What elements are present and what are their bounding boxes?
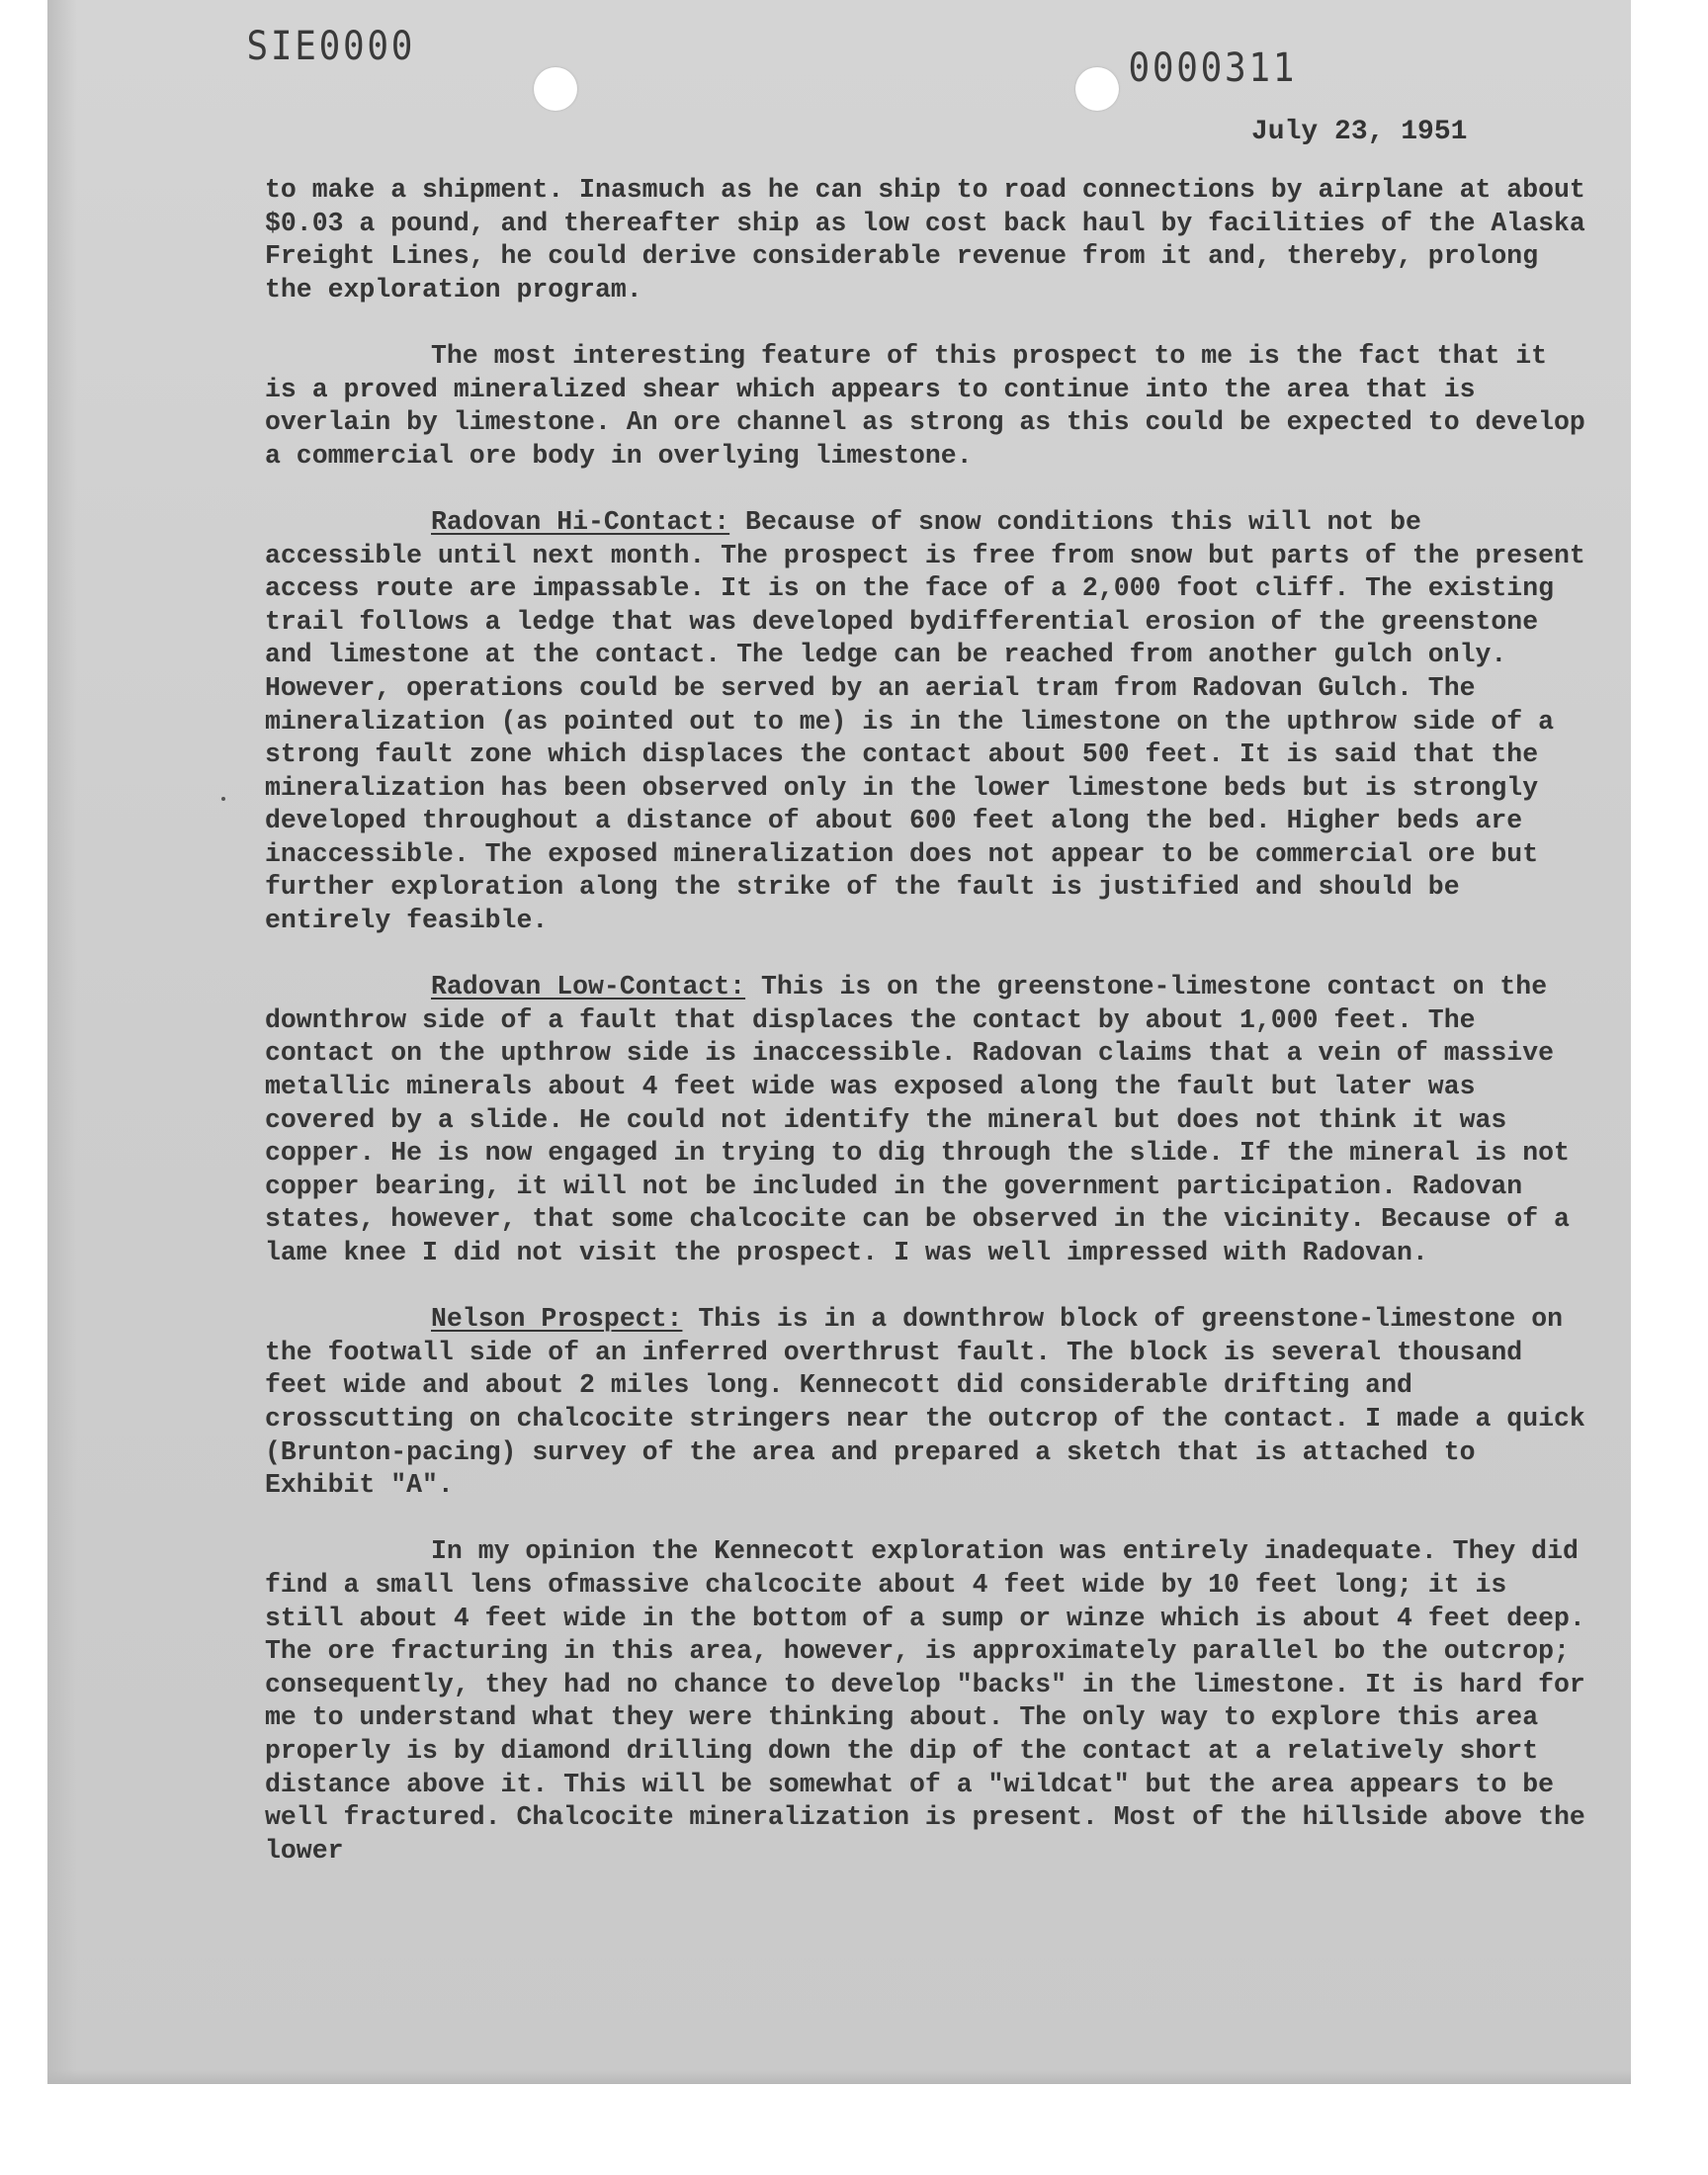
- page-bottom-shadow: [47, 2070, 1631, 2084]
- bates-stamp-right: 0000311: [1128, 45, 1298, 91]
- section-heading: Nelson Prospect:: [431, 1304, 683, 1335]
- paragraph-text: In my opinion the Kennecott exploration was entirely inadequate. They did find a small lens ofmassive chalcocite about 4 feet wide by 10 feet long; it is still about 4 feet wide in the bottom of a sump or winze which is about 4 feet deep. The ore fracturing in this area, however, is approximately parallel bo the outcrop; consequently, they had no chance to develop "backs" in the limestone. It is hard for me to understand what they were thinking about. The only way to explore this area properly is by diamond drilling down the dip of the contact at a relatively short distance above it. This will be somewhat of a "wildcat" but the area appears to be well fractured. Chalcocite mineralization is present. Most of the hillside above the lower: [265, 1536, 1585, 1866]
- paragraph-nelson-prospect: [265, 1303, 1589, 1503]
- bates-stamp-left: SIE0000: [246, 24, 416, 69]
- stray-mark: [221, 797, 225, 801]
- paragraph-prospect-feature: [265, 340, 1589, 473]
- letter-date: July 23, 1951: [1251, 117, 1468, 147]
- letter-body: [265, 174, 1589, 1901]
- paragraph-text: This is in a downthrow block of greenstone-limestone on the footwall side of an inferred overthrust fault. The block is several thousand feet wide and about 2 miles long. Kennecott did considerable drifting and crosscutting on chalcocite stringers near the outcrop of the contact. I made a quick (Brunton-pacing) survey of the area and prepared a sketch that is attached to Exhibit "A".: [265, 1304, 1585, 1501]
- section-heading: Radovan Low-Contact:: [431, 972, 746, 1002]
- page-edge-shadow: [47, 0, 77, 2084]
- punch-hole-left: [534, 67, 577, 111]
- punch-hole-right: [1075, 67, 1119, 111]
- section-heading: Radovan Hi-Contact:: [431, 506, 730, 537]
- paragraph-text: The most interesting feature of this prospect to me is the fact that it is a proved mineralized shear which appears to continue into the area that is overlain by limestone. An ore channel as strong as this could be expected to develop a commercial ore body in overlying limestone.: [265, 340, 1585, 471]
- paragraph-text: Because of snow conditions this will not be accessible until next month. The prospect is free from snow but parts of the present access route are impassable. It is on the face of a 2,000 foot cliff. The existing trail follows a ledge that was developed bydifferential erosion of the greenstone and limestone at the contact. The ledge can be reached from another gulch only. However, operations could be served by an aerial tram from Radovan Gulch. The mineralization (as pointed out to me) is in the limestone on the upthrow side of a strong fault zone which displaces the contact about 500 feet. It is said that the mineralization has been observed only in the lower limestone beds but is strongly developed throughout a distance of about 600 feet along the bed. Higher beds are inaccessible. The exposed mineralization does not appear to be commercial ore but further exploration along the strike of the fault is justified and should be entirely feasible.: [265, 506, 1585, 936]
- paragraph-radovan-low-contact: [265, 971, 1589, 1269]
- paragraph-text: to make a shipment. Inasmuch as he can ship to road connections by airplane at about $0.03 a pound, and thereafter ship as low cost back haul by facilities of the Alaska Freight Lines, he could derive considerable revenue from it and, thereby, prolong the exploration program.: [265, 175, 1585, 304]
- paragraph-radovan-hi-contact: [265, 506, 1589, 938]
- paragraph-text: This is on the greenstone-limestone contact on the downthrow side of a fault that displaces the contact by about 1,000 feet. The contact on the upthrow side is inaccessible. Radovan claims that a vein of massive metallic minerals about 4 feet wide was exposed along the fault but later was covered by a slide. He could not identify the mineral but does not think it was copper. He is now engaged in trying to dig through the slide. If the mineral is not copper bearing, it will not be included in the government participation. Radovan states, however, that some chalcocite can be observed in the vicinity. Because of a lame knee I did not visit the prospect. I was well impressed with Radovan.: [265, 972, 1570, 1267]
- paragraph-shipment: [265, 174, 1589, 306]
- paragraph-kennecott-opinion: [265, 1535, 1589, 1868]
